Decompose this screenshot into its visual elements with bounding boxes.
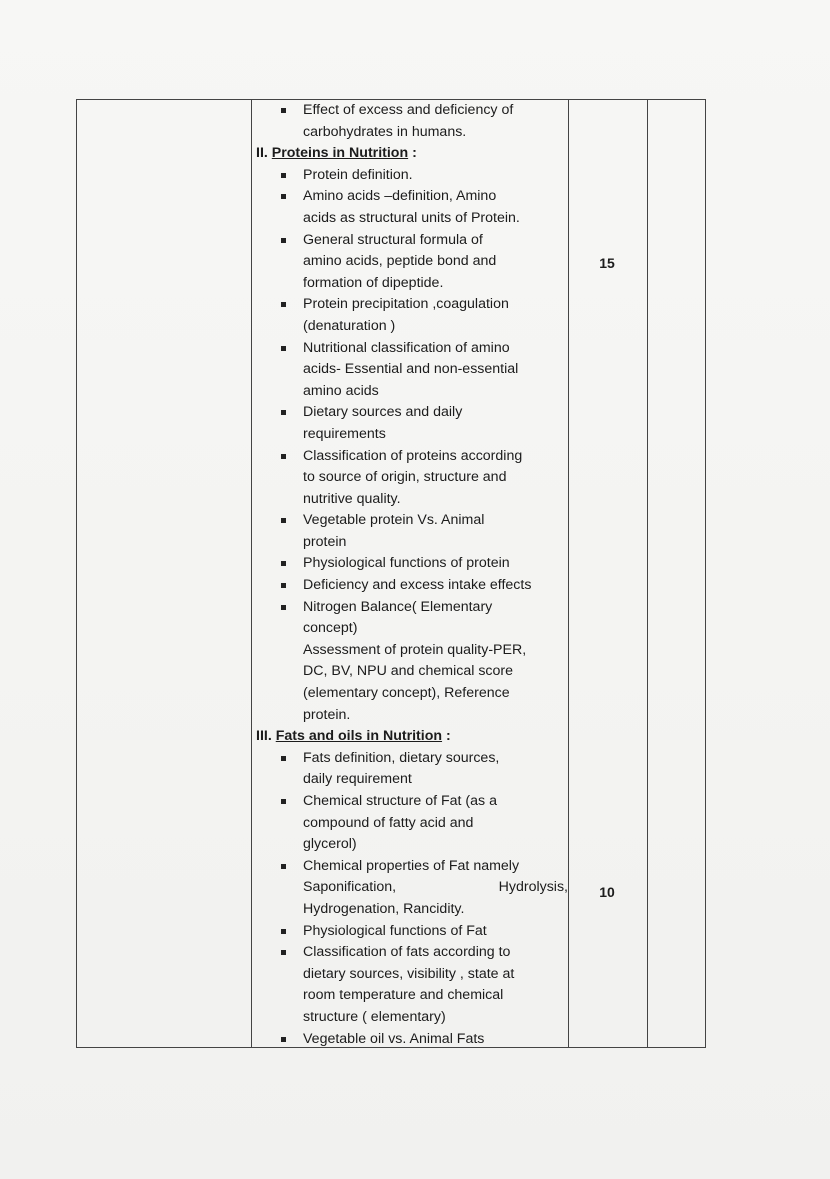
proteins-topic-list: [256, 165, 568, 726]
list-item-continuation: to source of origin, structure and: [303, 469, 507, 486]
list-item-text: Vegetable protein Vs. Animal: [303, 512, 485, 529]
column-divider: [647, 100, 648, 1047]
list-item-text: Physiological functions of Fat: [303, 922, 487, 939]
list-item-text: Fats definition, dietary sources,: [303, 749, 500, 766]
column-divider: [251, 100, 252, 1047]
list-item-continuation: compound of fatty acid and: [303, 814, 474, 831]
list-item: [256, 186, 568, 208]
list-item-continuation: Hydrogenation, Rancidity.: [303, 900, 465, 917]
list-item-text: Classification of proteins according: [303, 447, 523, 464]
section-heading-fats: III. Fats and oils in Nutrition :: [256, 728, 451, 745]
list-item-continuation: (elementary concept), Reference: [303, 685, 510, 702]
list-item-continuation: (denaturation ): [303, 317, 396, 334]
list-item-continuation: formation of dipeptide.: [303, 274, 444, 291]
list-item: [256, 510, 568, 532]
list-item-text: Nitrogen Balance( Elementary: [303, 598, 493, 615]
list-item: [256, 338, 568, 360]
list-item-continuation: amino acids, peptide bond and: [303, 253, 497, 270]
list-item: [256, 921, 568, 943]
list-item-continuation: protein.: [303, 706, 351, 723]
list-item-continuation: nutritive quality.: [303, 490, 401, 507]
proteins-hours: 15: [599, 255, 615, 271]
list-item-text: Chemical properties of Fat namely: [303, 857, 520, 874]
list-item-continuation: carbohydrates in humans.: [303, 123, 467, 140]
list-item: [256, 230, 568, 252]
list-item-text: General structural formula of: [303, 231, 483, 248]
list-item-text: Chemical structure of Fat (as a: [303, 793, 497, 809]
fats-topic-list: [256, 748, 568, 1050]
list-item-continuation: Assessment of protein quality-PER,: [303, 641, 527, 658]
list-item-text: Amino acids –definition, Amino: [303, 188, 497, 205]
list-item: [256, 402, 568, 424]
list-item-text: Physiological functions of protein: [303, 555, 510, 572]
list-item: [256, 165, 568, 187]
list-item-continuation: requirements: [303, 425, 386, 442]
list-item: [256, 553, 568, 575]
list-item-continuation: dietary sources, visibility , state at: [303, 965, 515, 982]
list-item-continuation: protein: [303, 533, 347, 550]
column-divider: [568, 100, 569, 1047]
list-item-continuation: daily requirement: [303, 771, 412, 788]
list-item-continuation: amino acids: [303, 382, 379, 399]
list-item-continuation: concept): [303, 620, 358, 637]
list-item-continuation: DC, BV, NPU and chemical score: [303, 663, 514, 680]
list-item-continuation: structure ( elementary): [303, 1008, 446, 1025]
list-item: [256, 446, 568, 468]
list-item-continuation: acids- Essential and non-essential: [303, 361, 519, 378]
content-column: [256, 100, 568, 1050]
list-item-text: Vegetable oil vs. Animal Fats: [303, 1030, 485, 1047]
list-item-continuation: glycerol): [303, 836, 357, 853]
list-item-text: Protein precipitation ,coagulation: [303, 296, 509, 313]
list-item-text: Classification of fats according to: [303, 944, 511, 961]
list-item: [256, 1029, 568, 1051]
list-item-text: Nutritional classification of amino: [303, 339, 510, 356]
list-item: [256, 597, 568, 619]
list-item-continuation: room temperature and chemical: [303, 987, 504, 1004]
list-item: [256, 294, 568, 316]
list-item: [256, 748, 568, 770]
list-item: [256, 856, 568, 878]
list-item-text: Protein definition.: [303, 166, 413, 183]
fats-hours: 10: [599, 884, 615, 900]
list-item: [256, 942, 568, 964]
list-item-continuation: Saponification, Hydrolysis,: [303, 879, 568, 896]
list-item-text: Deficiency and excess intake effects: [303, 577, 532, 594]
list-item: Effect of excess and deficiency of: [256, 100, 568, 122]
list-item-continuation: acids as structural units of Protein.: [303, 209, 520, 226]
section-heading-proteins: II. Proteins in Nutrition :: [256, 145, 417, 162]
list-item-text: Dietary sources and daily: [303, 404, 463, 421]
list-item: [256, 791, 568, 813]
list-item: [256, 575, 568, 597]
